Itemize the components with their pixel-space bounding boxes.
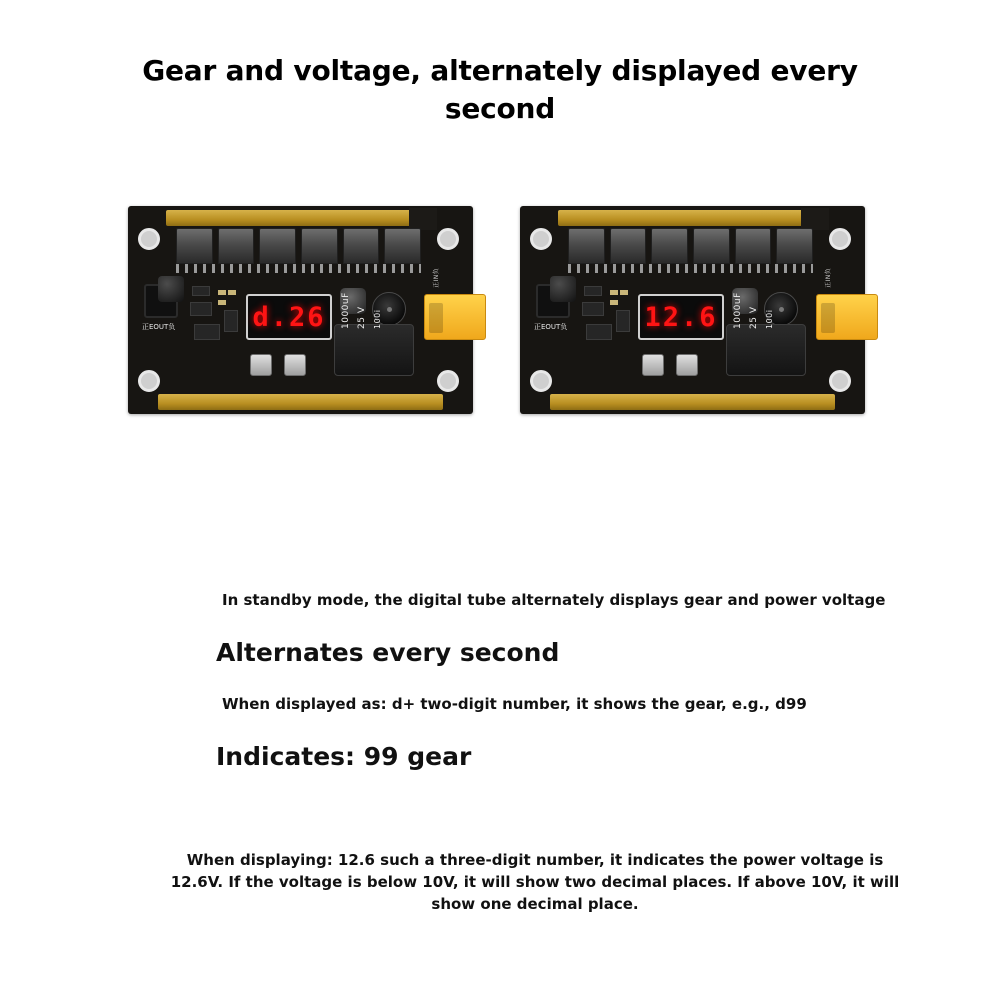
mosfet (610, 228, 647, 264)
mosfet-row (176, 228, 421, 264)
smd-resistor (610, 300, 618, 305)
board-left (128, 206, 473, 414)
mounting-hole (530, 228, 552, 250)
pcb-body-left (128, 206, 473, 414)
electrolytic-capacitor (726, 292, 806, 376)
mosfet (384, 228, 421, 264)
copper-pour-top (166, 210, 431, 226)
capacitor-label-line1: 1000uF (341, 292, 351, 329)
xt60-connector (816, 294, 878, 340)
mosfet (218, 228, 255, 264)
mounting-hole (829, 228, 851, 250)
voltage-rule-text: When displaying: 12.6 such a three-digit number, it indicates the power voltage is 12.6V. If the voltage is below 10V, it will show two decimal places. If above 10V, it will show one decimal place. (170, 851, 900, 913)
mosfet (301, 228, 338, 264)
mosfet (176, 228, 213, 264)
mounting-hole (437, 228, 459, 250)
display-value: d.26 (252, 301, 326, 333)
copper-pour-bottom (550, 394, 835, 410)
capacitor-label-line3: 100i (765, 309, 774, 329)
alternates-heading: Alternates every second (216, 638, 560, 667)
copper-pour-bottom (158, 394, 443, 410)
xt60-notch (429, 303, 443, 333)
mosfet (776, 228, 813, 264)
xt60-notch (821, 303, 835, 333)
xt60-connector (424, 294, 486, 340)
seven-segment-display-right (638, 294, 724, 340)
silkscreen-input-label: 正IN负 (825, 268, 832, 288)
silkscreen-output-label: 正EOUT负 (534, 323, 568, 331)
gear-rule-text: When displayed as: d+ two-digit number, it shows the gear, e.g., d99 (222, 695, 807, 713)
capacitor-label-line3: 100i (373, 309, 382, 329)
smd-ic (582, 302, 604, 316)
display-value: 12.6 (644, 301, 718, 333)
mosfet (693, 228, 730, 264)
copper-right-block (409, 208, 437, 230)
electrolytic-capacitor (334, 292, 414, 376)
push-button[interactable] (250, 354, 272, 376)
mounting-hole (437, 370, 459, 392)
mosfet (343, 228, 380, 264)
smd-ic (224, 310, 238, 332)
mosfet (259, 228, 296, 264)
standby-description: In standby mode, the digital tube alternately displays gear and power voltage (222, 591, 886, 609)
capacitor-label-line1: 1000uF (733, 292, 743, 329)
smd-resistor (228, 290, 236, 295)
capacitor-label-line2: 25 V (357, 306, 367, 329)
smd-ic (192, 286, 210, 296)
smd-resistor (620, 290, 628, 295)
mosfet-pins (568, 264, 813, 273)
filter-capacitor (550, 276, 576, 302)
pcb-body-right (520, 206, 865, 414)
copper-right-block (801, 208, 829, 230)
push-button[interactable] (676, 354, 698, 376)
seven-segment-display-left (246, 294, 332, 340)
mounting-hole (829, 370, 851, 392)
smd-ic (616, 310, 630, 332)
push-button[interactable] (284, 354, 306, 376)
mounting-hole (138, 370, 160, 392)
silkscreen-input-label: 正IN负 (433, 268, 440, 288)
page-title: Gear and voltage, alternately displayed every second (142, 54, 858, 125)
board-right (520, 206, 865, 414)
mosfet (568, 228, 605, 264)
mosfet-pins (176, 264, 421, 273)
push-button[interactable] (642, 354, 664, 376)
mosfet (651, 228, 688, 264)
smd-ic (190, 302, 212, 316)
copper-pour-top (558, 210, 823, 226)
product-photo-group (120, 198, 885, 428)
capacitor-label-line2: 25 V (749, 306, 759, 329)
mosfet (735, 228, 772, 264)
smd-ic (584, 286, 602, 296)
mosfet-row (568, 228, 813, 264)
smd-ic (586, 324, 612, 340)
mounting-hole (530, 370, 552, 392)
smd-ic (194, 324, 220, 340)
smd-resistor (610, 290, 618, 295)
silkscreen-output-label: 正EOUT负 (142, 323, 176, 331)
indicates-heading: Indicates: 99 gear (216, 742, 472, 771)
filter-capacitor (158, 276, 184, 302)
mounting-hole (138, 228, 160, 250)
smd-resistor (218, 300, 226, 305)
smd-resistor (218, 290, 226, 295)
